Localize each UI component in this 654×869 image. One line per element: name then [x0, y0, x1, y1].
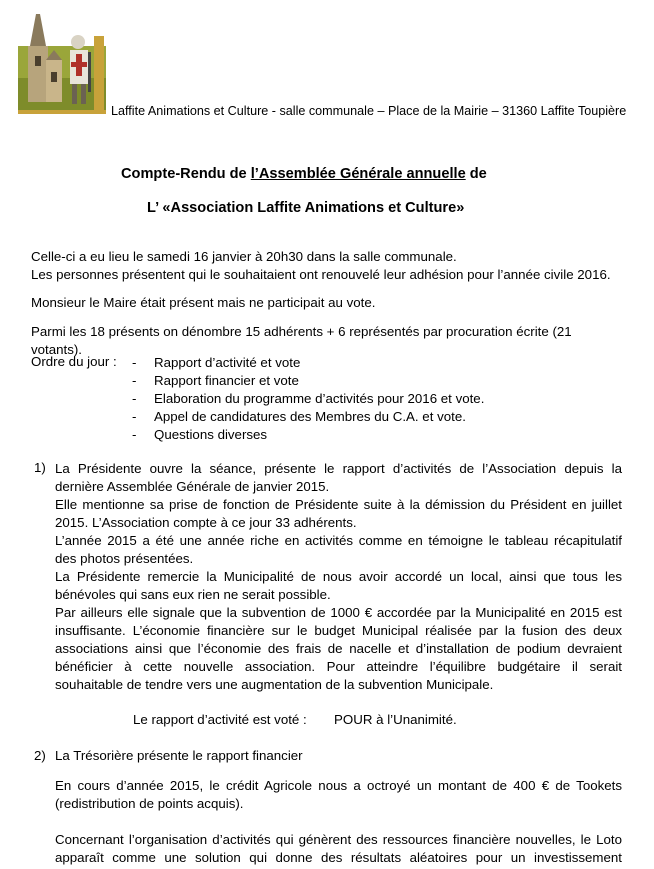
document-title	[121, 166, 487, 182]
agenda-item-text: Questions diverses	[154, 427, 268, 442]
agenda-dash: -	[132, 391, 137, 406]
agenda-item-text: Rapport d’activité et vote	[154, 355, 301, 370]
section-1-line: insuffisante. L’économie financière sur le budget Municipal réalisée par la fusion des deux	[55, 623, 622, 638]
title-suffix: de	[465, 166, 487, 182]
section-1-line: bénévoles qui sans eux rien ne serait possible.	[55, 587, 331, 602]
section-1-line: dernière Assemblée Générale de janvier 2015.	[55, 479, 330, 494]
section-1-number: 1)	[34, 460, 46, 475]
mayor-paragraph: Monsieur le Maire était présent mais ne participait au vote.	[31, 295, 376, 310]
attendance-paragraph: Parmi les 18 présents on dénombre 15 adhérents + 6 représentés par procuration écrite (21 votants).	[31, 324, 572, 357]
agenda-item	[132, 372, 484, 390]
agenda-dash: -	[132, 373, 137, 388]
vote-label: Le rapport d’activité est voté :	[133, 712, 307, 727]
section-1-line: La Présidente ouvre la séance, présente le rapport d’activités de l’Association depuis la	[55, 461, 622, 476]
agenda-item	[132, 426, 484, 444]
agenda-dash: -	[132, 427, 137, 442]
section-1-line: associations ainsi que l’économie des frais de nacelle et d’installation de podium devraient	[55, 641, 622, 656]
section-2-line: Concernant l’organisation d’activités qui génèrent des ressources financière nouvelles, le Loto	[55, 832, 622, 847]
section-1-line: souhaitable de tendre vers une augmentation de la subvention Municipale.	[55, 677, 494, 692]
document-subtitle: L’ «Association Laffite Animations et Culture»	[147, 200, 465, 216]
agenda-item	[132, 390, 484, 408]
title-prefix: Compte-Rendu de	[121, 166, 251, 182]
agenda-dash: -	[132, 409, 137, 424]
section-1-line: Par ailleurs elle signale que la subvention de 1000 € accordée par la Municipalité en 2015 est	[55, 605, 622, 620]
section-2-number: 2)	[34, 748, 46, 763]
header-address: Laffite Animations et Culture - salle communale – Place de la Mairie – 31360 Laffite Toupière	[111, 104, 627, 118]
intro-line-2: Les personnes présentent qui le souhaitaient ont renouvelé leur adhésion pour l’année civile 2016.	[31, 267, 611, 282]
section-1-line: 2015. L’Association compte à ce jour 33 adhérents.	[55, 515, 357, 530]
section-2-heading: La Trésorière présente le rapport financier	[55, 748, 303, 763]
agenda-item-text: Elaboration du programme d’activités pour 2016 et vote.	[154, 391, 485, 406]
agenda-list	[132, 354, 484, 444]
section-1-line: Elle mentionne sa prise de fonction de Présidente suite à la démission du Président en juillet	[55, 497, 622, 512]
agenda-item	[132, 408, 484, 426]
section-2-paragraph-2	[55, 831, 622, 867]
vote-result: POUR à l’Unanimité.	[334, 712, 457, 727]
section-2-line: (redistribution de points acquis).	[55, 796, 244, 811]
intro-paragraph	[31, 248, 625, 284]
section-1-line: L’année 2015 a été une année riche en activités comme en témoigne le tableau récapitulatif	[55, 533, 622, 548]
section-1-body	[55, 460, 622, 694]
agenda-item-text: Rapport financier et vote	[154, 373, 299, 388]
agenda-item	[132, 354, 484, 372]
intro-line-1: Celle-ci a eu lieu le samedi 16 janvier à 20h30 dans la salle communale.	[31, 249, 457, 264]
section-1-line: La Présidente remercie la Municipalité de nous avoir accordé un local, ainsi que tous les	[55, 569, 622, 584]
agenda-item-text: Appel de candidatures des Membres du C.A. et vote.	[154, 409, 466, 424]
agenda-dash: -	[132, 355, 137, 370]
section-1-line: bénéficier à cette nouvelle association. Pour atteindre l’équilibre budgétaire il serait	[55, 659, 622, 674]
section-2-paragraph-1	[55, 777, 622, 813]
association-logo	[16, 6, 108, 116]
agenda-label: Ordre du jour :	[31, 354, 117, 369]
title-underlined: l’Assemblée Générale annuelle	[250, 166, 466, 182]
section-2-line: apparaît comme une solution qui donne des résultats aléatoires pour un investissement	[55, 850, 622, 865]
section-2-line: En cours d’année 2015, le crédit Agricole nous a octroyé un montant de 400 € de Tookets	[55, 778, 622, 793]
section-1-line: des photos présentées.	[55, 551, 194, 566]
